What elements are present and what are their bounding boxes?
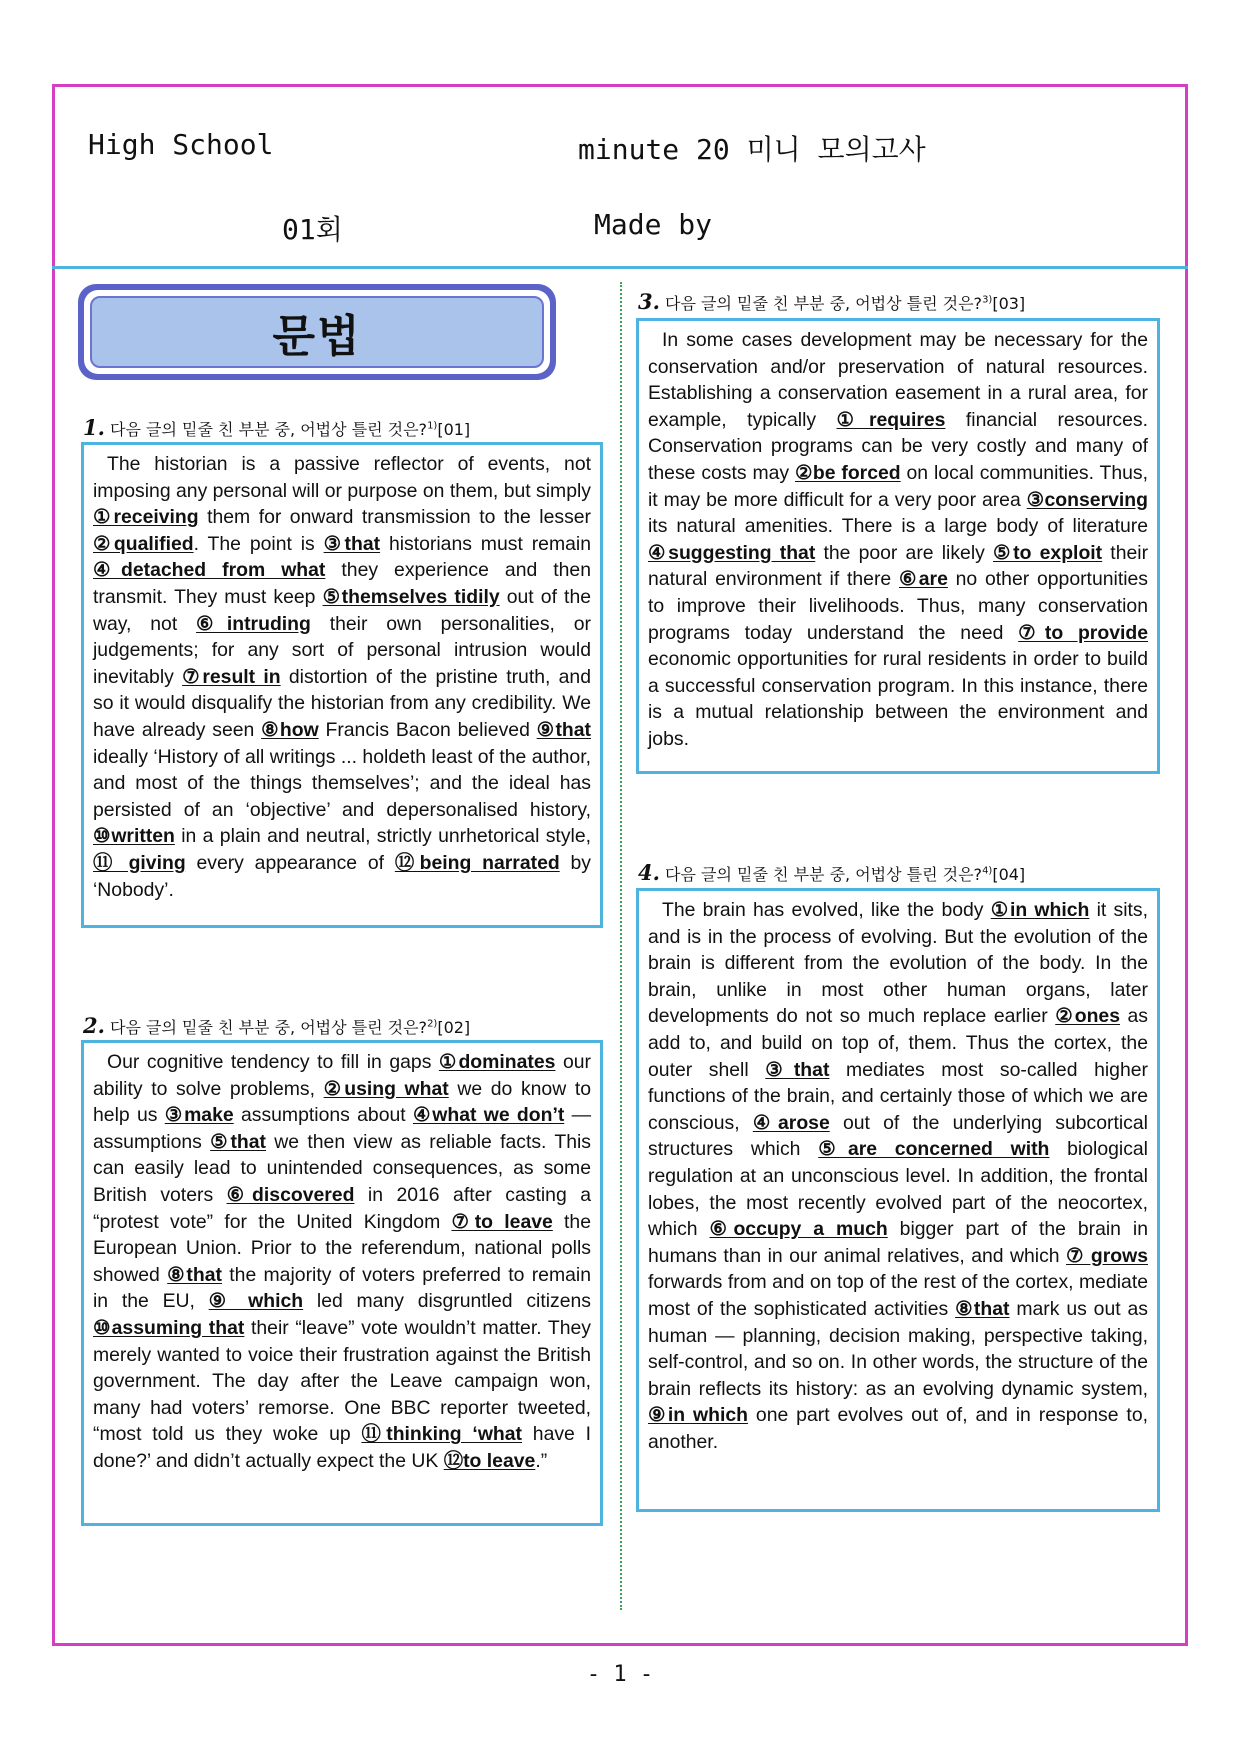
- underlined-choice: ⑤to exploit: [993, 541, 1103, 564]
- underlined-choice: ⑤that: [210, 1130, 266, 1153]
- underlined-choice: ⑥are: [898, 568, 948, 591]
- underlined-choice: ⑥intruding: [196, 612, 311, 635]
- underlined-choice: ⑤themselves tidily: [322, 585, 500, 608]
- footnote-marker: 2): [427, 1018, 438, 1030]
- question-code: [04]: [992, 865, 1026, 884]
- underlined-choice: ⑪ giving: [93, 851, 186, 874]
- footnote-marker: 4): [982, 865, 993, 877]
- underlined-choice: ⑦to leave: [451, 1210, 553, 1233]
- underlined-choice: ⑫to leave: [443, 1449, 536, 1472]
- underlined-choice: ⑥occupy a much: [709, 1218, 888, 1241]
- underlined-choice: ⑨ which: [208, 1290, 304, 1313]
- underlined-choice: ③make: [164, 1104, 234, 1127]
- underlined-choice: ④detached from what: [93, 559, 326, 582]
- underlined-choice: ④suggesting that: [648, 541, 816, 564]
- question-prompt: 다음 글의 밑줄 친 부분 중, 어법상 틀린 것은?: [665, 294, 983, 313]
- underlined-choice: ③conserving: [1026, 488, 1148, 511]
- underlined-choice: ⑩assuming that: [93, 1316, 245, 1339]
- question-3-passage: In some cases development may be necessary for the conservation and/or preservation of natural resources. Establishing a conservation easement in a rural area, for example, typically ①requires financial resources. Conservation programs can be very costly and many of these costs may ②be forced on local communities. Thus, it may be more difficult for a very poor area ③conserving its natural amenities. There is a large body of literature ④suggesting that the poor are likely ⑤to exploit their natural environment if there ⑥are no other opportunities to improve their livelihoods. Thus, many conservation programs today understand the need ⑦to provide economic opportunities for rural residents in order to build a successful conservation program. In this instance, there is a mutual relationship between the environment and jobs.: [636, 318, 1160, 774]
- header-round: 01회: [282, 213, 343, 246]
- question-2-passage: Our cognitive tendency to fill in gaps ①dominates our ability to solve problems, ②using what we do know to help us ③make assumptions about ④what we don’t — assumptions ⑤that we then view as reliable facts. This can easily lead to unintended consequences, as some British voters ⑥discovered in 2016 after casting a “protest vote” for the United Kingdom ⑦to leave the European Union. Prior to the referendum, national polls showed ⑧that the majority of voters preferred to remain in the EU, ⑨ which led many disgruntled citizens ⑩assuming that their “leave” vote wouldn’t matter. They merely wanted to voice their frustration against the British government. The day after the Leave campaign won, many had voters’ remorse. One BBC reporter tweeted, “most told us they woke up ⑪thinking ‘what have I done?’ and didn’t actually expect the UK ⑫to leave.”: [81, 1040, 603, 1526]
- underlined-choice: ②be forced: [794, 461, 901, 484]
- question-number: 1.: [83, 415, 105, 440]
- question-4-title: [638, 860, 1025, 885]
- underlined-choice: ⑨in which: [648, 1404, 748, 1427]
- question-code: [03]: [992, 294, 1026, 313]
- underlined-choice: ④arose: [752, 1111, 830, 1134]
- underlined-choice: ①dominates: [438, 1051, 556, 1073]
- question-1-passage: The historian is a passive reflector of events, not imposing any personal will or purpose on them, but simply ①receiving them for onward transmission to the lesser ②qualified. The point is ③that historians must remain ④detached from what they experience and then transmit. They must keep ⑤themselves tidily out of the way, not ⑥intruding their own personalities, or judgements; for any sort of personal intrusion would inevitably ⑦result in distortion of the pristine truth, and so it would disqualify the historian from any credibility. We have already seen ⑧how Francis Bacon believed ⑨that ideally ‘History of all writings ... holdeth least of the author, and most of the things themselves’; and the ideal has persisted of an ‘objective’ and depersonalised history, ⑩written in a plain and neutral, strictly unrhetorical style, ⑪ giving every appearance of ⑫being narrated by ‘Nobody’.: [81, 442, 603, 928]
- underlined-choice: ⑦to provide: [1018, 621, 1148, 644]
- underlined-choice: ②ones: [1055, 1005, 1120, 1028]
- question-code: [02]: [437, 1018, 471, 1037]
- underlined-choice: ⑥discovered: [226, 1183, 355, 1206]
- underlined-choice: ⑩written: [93, 825, 175, 848]
- underlined-choice: ⑦ grows: [1066, 1244, 1148, 1267]
- underlined-choice: ③that: [323, 532, 381, 555]
- question-prompt: 다음 글의 밑줄 친 부분 중, 어법상 틀린 것은?: [665, 865, 983, 884]
- question-prompt: 다음 글의 밑줄 친 부분 중, 어법상 틀린 것은?: [110, 420, 428, 439]
- question-prompt: 다음 글의 밑줄 친 부분 중, 어법상 틀린 것은?: [110, 1018, 428, 1037]
- question-number: 2.: [83, 1013, 105, 1038]
- question-number: 3.: [638, 289, 660, 314]
- header-title: minute 20 미니 모의고사: [578, 133, 926, 166]
- column-divider: [620, 282, 622, 1610]
- header-divider: [52, 266, 1188, 269]
- underlined-choice: ⑨that: [536, 718, 591, 741]
- underlined-choice: ⑦result in: [182, 665, 281, 688]
- question-number: 4.: [638, 860, 660, 885]
- question-4-passage: The brain has evolved, like the body ①in which it sits, and is in the process of evolving. But the evolution of the brain is different from the evolution of the body. In the brain, unlike in most other human organs, later developments do not so much replace earlier ②ones as add to, and build on top of, them. Thus the cortex, the outer shell ③that mediates most so-called higher functions of the brain, and certainly those of which we are conscious, ④arose out of the underlying subcortical structures which ⑤are concerned with biological regulation at an unconscious level. In addition, the frontal lobes, the most recently evolved part of the neocortex, which ⑥occupy a much bigger part of the brain in humans than in our animal relatives, and which ⑦ grows forwards from and on top of the rest of the cortex, mediate most of the sophisticated activities ⑧that mark us out as human — planning, decision making, perspective taking, self-control, and so on. In other words, the structure of the brain reflects its history: as an evolving dynamic system, ⑨in which one part evolves out of, and in response to, another.: [636, 888, 1160, 1512]
- question-2-title: [83, 1013, 470, 1038]
- underlined-choice: ③that: [765, 1058, 830, 1081]
- underlined-choice: ④what we don’t: [412, 1104, 565, 1127]
- header-school: High School: [88, 128, 274, 161]
- underlined-choice: ⑧how: [261, 718, 319, 741]
- footnote-marker: 1): [427, 420, 438, 432]
- underlined-choice: ②qualified: [93, 532, 194, 555]
- underlined-choice: ⑪thinking ‘what: [361, 1423, 522, 1446]
- page-number: - 1 -: [586, 1662, 654, 1687]
- section-title: 문법: [90, 296, 544, 368]
- underlined-choice: ⑫being narrated: [394, 851, 560, 874]
- question-3-title: [638, 289, 1025, 314]
- section-badge: [78, 284, 556, 380]
- underlined-choice: ①in which: [990, 899, 1090, 921]
- underlined-choice: ⑧that: [955, 1297, 1010, 1320]
- underlined-choice: ⑧that: [167, 1263, 222, 1286]
- underlined-choice: ①receiving: [93, 506, 199, 529]
- question-code: [01]: [437, 420, 471, 439]
- underlined-choice: ⑤are concerned with: [818, 1138, 1050, 1161]
- footnote-marker: 3): [982, 294, 993, 306]
- underlined-choice: ①requires: [836, 408, 946, 431]
- underlined-choice: ②using what: [323, 1077, 449, 1100]
- header-made-by: Made by: [594, 208, 713, 241]
- question-1-title: [83, 415, 470, 440]
